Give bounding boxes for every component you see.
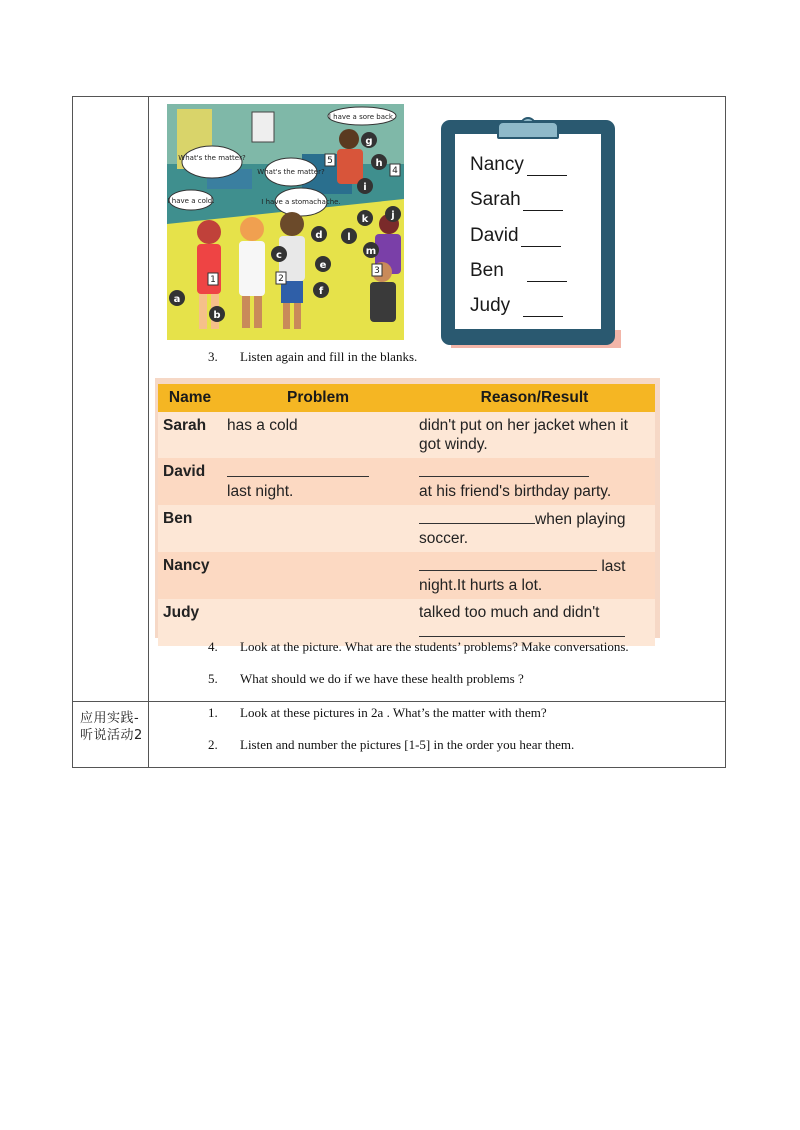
bubble-text-3: What's the matter? xyxy=(257,168,325,176)
table-row: Sarah has a cold didn't put on her jacket when it got windy. xyxy=(158,412,655,458)
row-divider xyxy=(72,701,726,702)
num-5: 5 xyxy=(327,156,333,166)
tag-k: k xyxy=(361,214,369,225)
header-problem: Problem xyxy=(222,384,414,412)
tag-c: c xyxy=(276,250,282,261)
answer-blank xyxy=(527,175,567,176)
bubble-text-2: I have a cold. xyxy=(167,197,215,205)
column-divider xyxy=(148,96,149,768)
clipboard-row-nancy xyxy=(470,154,524,176)
fill-blank[interactable] xyxy=(419,462,589,477)
tag-j: j xyxy=(391,210,395,221)
clipboard-name: David xyxy=(470,225,519,246)
clipboard-row-david xyxy=(470,225,519,247)
bubble-text-5: I have a sore back. xyxy=(328,113,396,121)
table-row: David last night. at his friend's birthday party. xyxy=(158,458,655,505)
tag-a: a xyxy=(173,294,181,305)
tag-e: e xyxy=(319,260,327,271)
num-1: 1 xyxy=(210,275,216,285)
answer-blank xyxy=(523,316,563,317)
header-reason: Reason/Result xyxy=(414,384,655,412)
clipboard-row-judy xyxy=(470,295,510,317)
num-3: 3 xyxy=(374,266,380,276)
answer-blank xyxy=(521,246,561,247)
num-4: 4 xyxy=(392,166,398,176)
clipboard-name: Ben xyxy=(470,260,504,281)
tag-i: i xyxy=(363,182,367,193)
fill-blank[interactable] xyxy=(419,622,625,637)
tag-f: f xyxy=(318,286,324,297)
table-row: Judy talked too much and didn't xyxy=(158,599,655,646)
fill-blank[interactable] xyxy=(227,462,369,477)
clipboard-row-sarah xyxy=(470,189,521,211)
answer-blank xyxy=(523,210,563,211)
answer-blank xyxy=(527,281,567,282)
header-name: Name xyxy=(158,384,222,412)
clipboard-name: Sarah xyxy=(470,189,521,210)
clipboard-name: Nancy xyxy=(470,154,524,175)
tag-d: d xyxy=(315,230,323,241)
fill-blank[interactable] xyxy=(419,556,597,571)
tag-l: l xyxy=(347,232,351,243)
table-row: Ben when playing soccer. xyxy=(158,505,655,552)
bubble-text-4: I have a stomachache. xyxy=(261,198,341,206)
bubble-text-1: What's the matter? xyxy=(178,154,246,162)
clipboard-name: Judy xyxy=(470,295,511,316)
worksheet-table xyxy=(158,384,655,646)
clipboard-row-ben xyxy=(470,260,504,282)
fill-blank[interactable] xyxy=(419,509,535,524)
activity-label: 应用实践-听说活动2 xyxy=(80,711,143,743)
tag-b: b xyxy=(213,310,221,321)
table-row: Nancy last night.It hurts a lot. xyxy=(158,552,655,599)
tag-h: h xyxy=(375,158,383,169)
num-2: 2 xyxy=(278,274,284,284)
tag-g: g xyxy=(365,136,373,147)
tag-m: m xyxy=(365,246,377,257)
clip xyxy=(497,121,559,139)
clinic-scene-image xyxy=(167,104,404,340)
